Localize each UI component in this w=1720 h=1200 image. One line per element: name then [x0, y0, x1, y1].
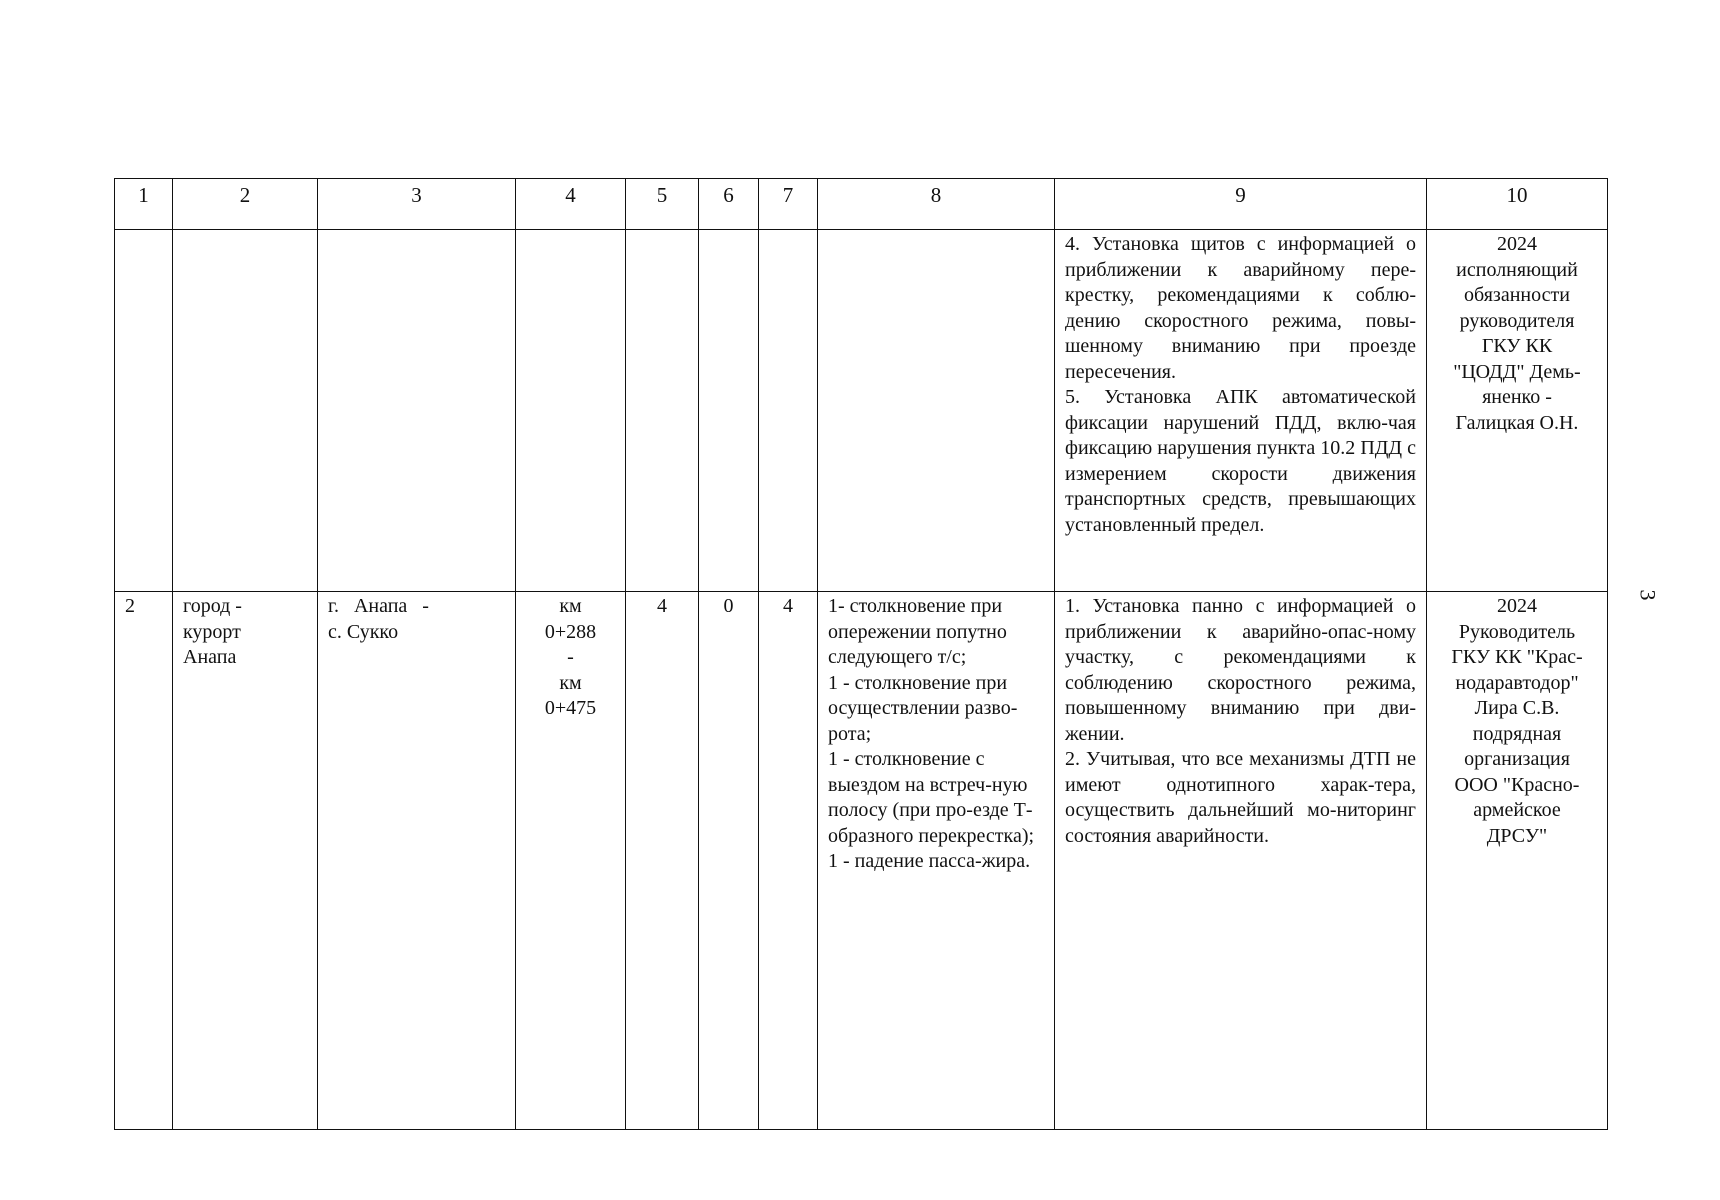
- row1-cell-9-measures: [1055, 230, 1427, 592]
- responsible-line: ООО "Красно-: [1454, 773, 1580, 796]
- measure-item: 4. Установка щитов с информацией о приближении к аварийному пере-крестку, рекомендациями к соблю-дению скоростного режима, повы-шенному вниманию при проезде пересечения.: [1065, 233, 1416, 383]
- municipality-line: курорт: [183, 620, 241, 643]
- row1-cell-2: [173, 230, 318, 592]
- responsible-line: исполняющий: [1456, 258, 1578, 281]
- responsible-line: ГКУ КК: [1481, 335, 1553, 357]
- responsible-line: Лира С.В.: [1474, 697, 1560, 719]
- measure-item: 2. Учитывая, что все механизмы ДТП не имеют однотипного харак-тера, осуществить дальнейший мо-ниторинг состояния аварийности.: [1065, 748, 1416, 847]
- responsible-line: подрядная: [1472, 722, 1562, 745]
- header-cell-4: 4: [516, 179, 626, 230]
- page-number: 3: [1635, 589, 1661, 601]
- section-line: 0+288: [544, 620, 597, 643]
- row2-cell-killed: 0: [699, 592, 759, 1130]
- header-cell-2: 2: [173, 179, 318, 230]
- row2-cell-number: 2: [115, 592, 173, 1130]
- header-cell-7: 7: [759, 179, 818, 230]
- accident-type-item: 1- столкновение при опережении попутно следующего т/с;: [828, 595, 1007, 668]
- header-cell-6: 6: [699, 179, 759, 230]
- measure-item: 1. Установка панно с информацией о приближении к аварийно-опас-ному участку, с рекомендациями к соблюдению скоростного режима, повышенному вниманию при дви-жении.: [1065, 595, 1416, 745]
- responsible-line: Руководитель: [1458, 620, 1576, 643]
- row1-cell-6: [699, 230, 759, 592]
- municipality-line: город -: [183, 595, 242, 617]
- responsible-line: руководителя: [1459, 309, 1575, 332]
- section-line: км: [559, 595, 582, 617]
- header-cell-1: 1: [115, 179, 173, 230]
- header-cell-9: 9: [1055, 179, 1427, 230]
- section-line: 0+475: [544, 697, 597, 719]
- row1-cell-7: [759, 230, 818, 592]
- municipality-line: Анапа: [183, 646, 237, 668]
- responsible-line: ГКУ КК "Крас-: [1451, 646, 1583, 668]
- responsible-line: "ЦОДД" Демь-: [1453, 360, 1581, 383]
- accident-type-item: 1 - столкновение с выездом на встреч-ную полосу (при про-езде Т-образного перекрестка);: [828, 748, 1035, 847]
- header-cell-5: 5: [626, 179, 699, 230]
- row2-cell-injured: 4: [759, 592, 818, 1130]
- row1-cell-4: [516, 230, 626, 592]
- row2-cell-9-measures: [1055, 592, 1427, 1130]
- table-row: [115, 230, 1608, 592]
- responsible-line: яненко -: [1482, 386, 1552, 408]
- responsible-line: обязанности: [1464, 284, 1570, 306]
- road-line: с. Сукко: [328, 620, 399, 643]
- row2-cell-municipality: [173, 592, 318, 1130]
- document-table: [114, 178, 1608, 1130]
- measure-item: 5. Установка АПК автоматической фиксации нарушений ПДД, вклю-чая фиксацию нарушения пункта 10.2 ПДД с измерением скорости движения транспортных средств, превышающих установленный предел.: [1065, 386, 1416, 536]
- row2-cell-road: [318, 592, 516, 1130]
- header-cell-8: 8: [818, 179, 1055, 230]
- row1-cell-8: [818, 230, 1055, 592]
- row2-cell-section: [516, 592, 626, 1130]
- row1-cell-10-responsible: [1427, 230, 1608, 592]
- row1-cell-3: [318, 230, 516, 592]
- accident-type-item: 1 - падение пасса-жира.: [828, 850, 1031, 872]
- row2-cell-accident-types: [818, 592, 1055, 1130]
- table-row: [115, 592, 1608, 1130]
- road-line: г. Анапа -: [328, 595, 429, 617]
- responsible-line: 2024: [1497, 233, 1537, 255]
- responsible-line: 2024: [1497, 595, 1537, 617]
- section-line: км: [559, 671, 582, 694]
- header-cell-3: 3: [318, 179, 516, 230]
- section-line: -: [567, 646, 574, 668]
- responsible-line: Галицкая О.Н.: [1455, 411, 1579, 434]
- responsible-line: ДРСУ": [1486, 824, 1548, 847]
- row1-cell-5: [626, 230, 699, 592]
- accident-type-item: 1 - столкновение при осуществлении разво-рота;: [828, 671, 1018, 745]
- header-cell-10: 10: [1427, 179, 1608, 230]
- header-row: [115, 179, 1608, 230]
- row2-cell-10-responsible: [1427, 592, 1608, 1130]
- responsible-line: организация: [1464, 748, 1570, 770]
- row1-cell-1: [115, 230, 173, 592]
- row2-cell-accidents: 4: [626, 592, 699, 1130]
- responsible-line: нодаравтодор": [1455, 671, 1579, 694]
- responsible-line: армейское: [1473, 799, 1561, 821]
